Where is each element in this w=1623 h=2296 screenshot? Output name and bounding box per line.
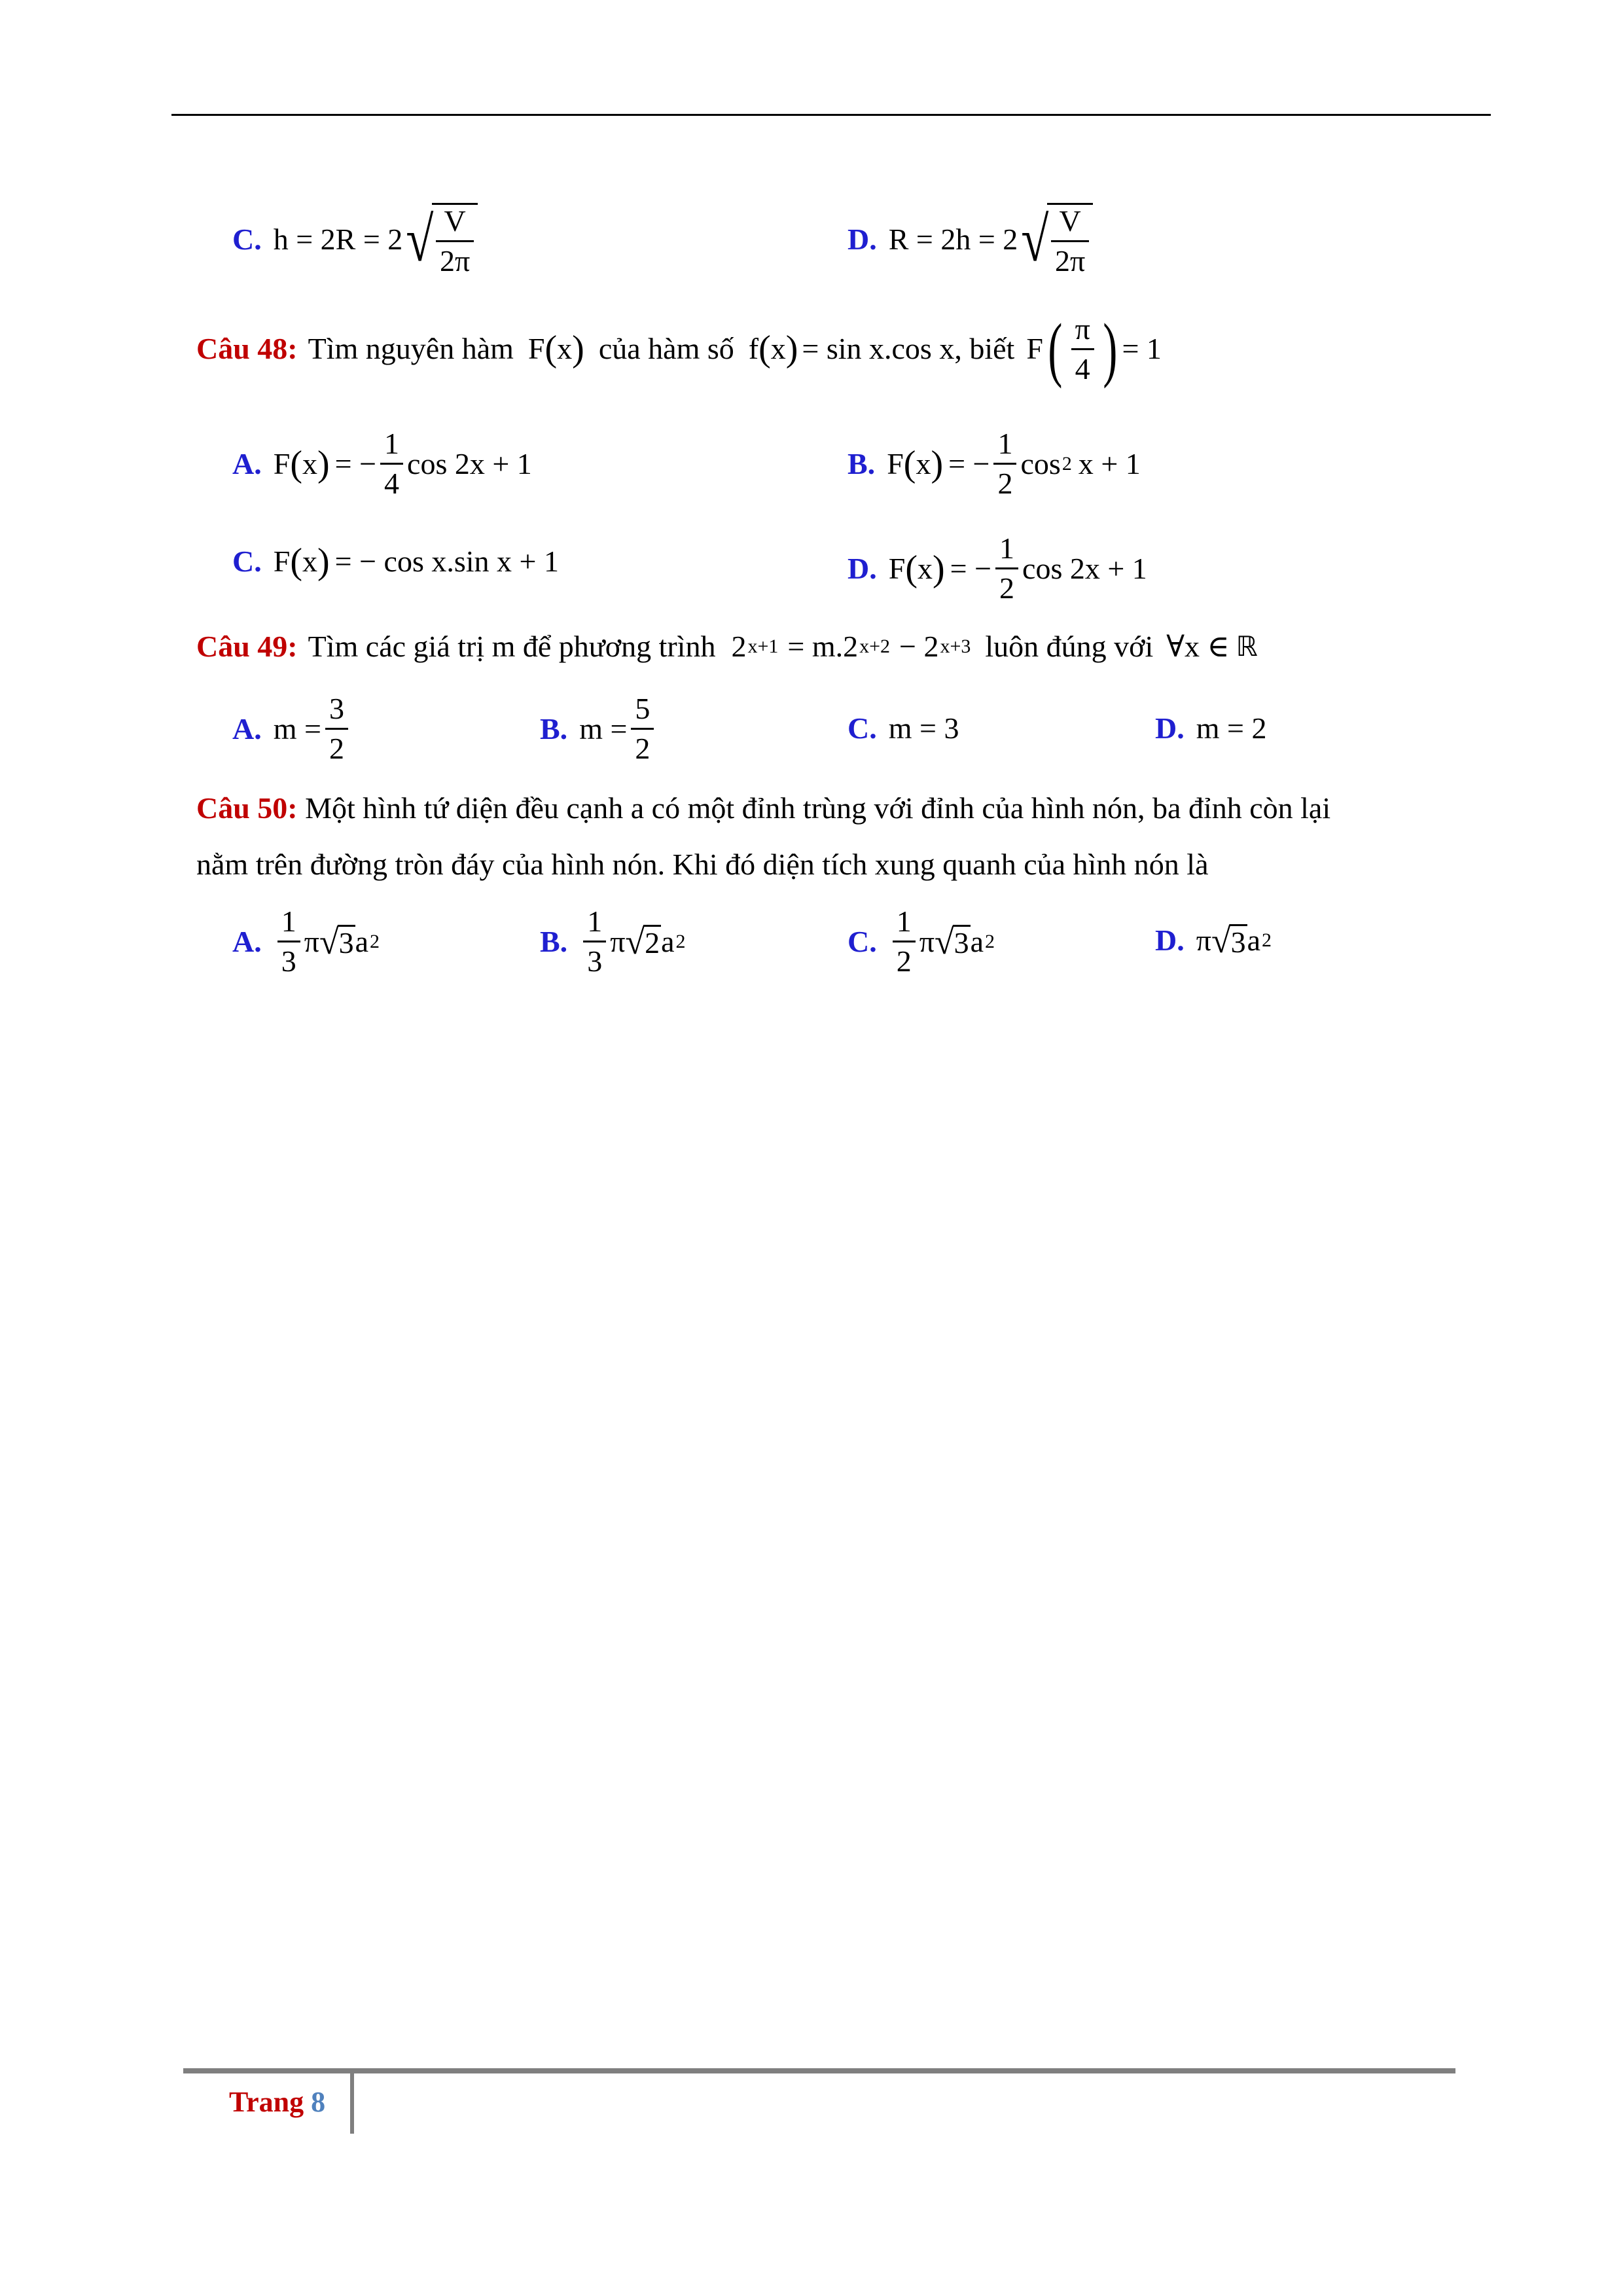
page-footer bbox=[229, 2085, 325, 2119]
footer-label: Trang bbox=[229, 2086, 304, 2118]
numerator: 1 bbox=[281, 905, 296, 938]
denominator: 3 bbox=[583, 941, 606, 977]
option-label: D. bbox=[847, 223, 877, 256]
option-label: C. bbox=[232, 545, 262, 578]
denominator: 2π bbox=[436, 240, 474, 276]
option-label: C. bbox=[847, 924, 877, 958]
numerator: 1 bbox=[384, 427, 400, 460]
paren-close: ) bbox=[572, 329, 584, 369]
option-label: B. bbox=[847, 446, 876, 480]
numerator: V bbox=[444, 204, 466, 238]
func-name: F bbox=[887, 446, 904, 480]
option-rest: cos bbox=[1020, 446, 1061, 480]
denominator: 2 bbox=[993, 463, 1016, 499]
paren-open: ( bbox=[290, 443, 302, 484]
question-text: Tìm nguyên hàm bbox=[308, 332, 514, 365]
question-text: của hàm số bbox=[598, 332, 734, 365]
denominator: 2 bbox=[325, 728, 348, 764]
paren-open: ( bbox=[903, 443, 916, 484]
fraction bbox=[1071, 314, 1094, 384]
f-expression: = sin x.cos x bbox=[802, 332, 955, 365]
q50-option-b bbox=[540, 906, 685, 977]
question-text: nằm trên đường tròn đáy của hình nón. Khi đó diện tích xung quanh của hình nón là bbox=[196, 848, 1209, 881]
f-name: f bbox=[748, 332, 759, 365]
q50-option-a bbox=[232, 906, 380, 977]
paren-open: ( bbox=[1048, 309, 1063, 389]
func-name: F bbox=[273, 446, 291, 480]
func-var: x bbox=[770, 332, 786, 365]
sqrt-sign: √ bbox=[1211, 921, 1231, 960]
paren-close: ) bbox=[785, 329, 798, 369]
paren-close: ) bbox=[932, 548, 945, 589]
option-label: D. bbox=[847, 551, 877, 585]
option-label: A. bbox=[232, 924, 262, 958]
option-label: D. bbox=[1155, 711, 1185, 745]
option-label: B. bbox=[540, 711, 568, 745]
func-name: F bbox=[527, 332, 545, 365]
sqrt-body bbox=[1047, 203, 1093, 276]
option-label: C. bbox=[232, 223, 262, 256]
pi-symbol: π bbox=[1196, 924, 1211, 957]
q48-option-c bbox=[232, 543, 559, 580]
radicand: 3 bbox=[1230, 925, 1246, 959]
radicand: 3 bbox=[954, 926, 969, 960]
radicand: 2 bbox=[645, 926, 660, 960]
func-var: x bbox=[917, 551, 933, 585]
func-name: F bbox=[888, 551, 906, 585]
paren-open: ( bbox=[758, 329, 771, 369]
denominator: 2 bbox=[893, 941, 916, 977]
func-var: x bbox=[302, 545, 317, 578]
fraction bbox=[436, 206, 474, 276]
question-text: luôn đúng với bbox=[985, 630, 1154, 663]
condition-rhs: = 1 bbox=[1122, 332, 1162, 365]
sqrt-expression bbox=[402, 203, 478, 276]
sqrt-sign: √ bbox=[406, 204, 434, 274]
fraction bbox=[583, 906, 606, 977]
option-rest: = − cos x.sin x + 1 bbox=[334, 545, 559, 578]
q49-option-b bbox=[540, 694, 658, 764]
paren-open: ( bbox=[544, 329, 558, 369]
q49-stem bbox=[196, 632, 1258, 662]
sqrt-sign: √ bbox=[625, 922, 645, 961]
fraction bbox=[995, 533, 1018, 603]
option-lhs: m = bbox=[273, 711, 321, 745]
superscript: 2 bbox=[1262, 929, 1272, 951]
func-name: F bbox=[1026, 332, 1043, 365]
sqrt-body bbox=[432, 203, 478, 276]
question-label: Câu 49: bbox=[196, 630, 298, 663]
option-rest: x + 1 bbox=[1078, 446, 1141, 480]
denominator: 4 bbox=[1071, 348, 1094, 384]
option-label: B. bbox=[540, 924, 568, 958]
fraction bbox=[993, 429, 1016, 499]
option-label: A. bbox=[232, 446, 262, 480]
q50-stem-line-1 bbox=[196, 793, 1330, 823]
paren-close: ) bbox=[317, 541, 330, 582]
func-var: x bbox=[916, 446, 931, 480]
sqrt-expression bbox=[1018, 203, 1093, 276]
option-expression: m = 3 bbox=[888, 711, 959, 745]
footer-rule bbox=[183, 2068, 1455, 2073]
q48-option-b bbox=[847, 429, 1141, 499]
exponent: x+2 bbox=[859, 636, 891, 657]
q49-option-c bbox=[847, 713, 959, 744]
base: 2 bbox=[731, 630, 747, 663]
variable: a bbox=[970, 924, 984, 958]
numerator: 1 bbox=[997, 427, 1013, 460]
func-var: x bbox=[302, 446, 317, 480]
sqrt-sign: √ bbox=[934, 922, 954, 961]
q49-option-a bbox=[232, 694, 352, 764]
option-label: D. bbox=[1155, 924, 1185, 957]
q50-option-c bbox=[847, 906, 995, 977]
option-label: C. bbox=[847, 711, 877, 745]
paren-close: ) bbox=[317, 443, 330, 484]
denominator: 3 bbox=[277, 941, 300, 977]
option-label: A. bbox=[232, 711, 262, 745]
question-label: Câu 50: bbox=[196, 791, 298, 825]
numerator: 1 bbox=[587, 905, 603, 938]
superscript: 2 bbox=[675, 930, 686, 952]
denominator: 2π bbox=[1051, 240, 1089, 276]
variable: a bbox=[1247, 924, 1261, 957]
q47-option-d bbox=[847, 203, 1093, 276]
question-text: Tìm các giá trị m để phương trình bbox=[308, 630, 716, 663]
variable: a bbox=[355, 924, 369, 958]
option-mid: = − bbox=[950, 551, 992, 585]
forall-expression: ∀x ∈ bbox=[1166, 630, 1230, 663]
denominator: 2 bbox=[631, 728, 654, 764]
q48-option-a bbox=[232, 429, 532, 499]
option-lhs: m = bbox=[579, 711, 628, 745]
func-name: F bbox=[273, 545, 291, 578]
q49-option-d bbox=[1155, 713, 1266, 744]
numerator: V bbox=[1059, 204, 1081, 238]
paren-open: ( bbox=[290, 541, 302, 582]
exponent: x+3 bbox=[940, 636, 971, 657]
denominator: 4 bbox=[380, 463, 403, 499]
option-mid: = − bbox=[334, 446, 377, 480]
q48-option-d bbox=[847, 533, 1147, 603]
page-number: 8 bbox=[311, 2086, 326, 2118]
paren-open: ( bbox=[905, 548, 918, 589]
question-label: Câu 48: bbox=[196, 332, 298, 365]
equation-mid: = m.2 bbox=[787, 630, 859, 663]
numerator: 5 bbox=[635, 692, 651, 725]
superscript: 2 bbox=[370, 930, 380, 952]
paren-close: ) bbox=[931, 443, 944, 484]
superscript: 2 bbox=[1061, 452, 1072, 475]
numerator: 1 bbox=[999, 531, 1015, 565]
pi-symbol: π bbox=[304, 924, 319, 958]
fraction bbox=[277, 906, 300, 977]
fraction bbox=[631, 694, 654, 764]
denominator: 2 bbox=[995, 567, 1018, 603]
fraction bbox=[325, 694, 348, 764]
exponent: x+1 bbox=[747, 636, 779, 657]
q50-option-d bbox=[1155, 923, 1272, 958]
numerator: π bbox=[1075, 312, 1090, 346]
pi-symbol: π bbox=[919, 924, 935, 958]
option-lhs: R = 2h = 2 bbox=[888, 223, 1018, 256]
superscript: 2 bbox=[985, 930, 995, 952]
variable: a bbox=[661, 924, 675, 958]
q50-stem-line-2 bbox=[196, 850, 1209, 880]
header-rule bbox=[171, 114, 1491, 116]
option-rest: cos 2x + 1 bbox=[1022, 551, 1147, 585]
fraction bbox=[1051, 206, 1089, 276]
numerator: 3 bbox=[329, 692, 344, 725]
question-text: , biết bbox=[954, 332, 1015, 365]
footer-divider bbox=[350, 2073, 354, 2134]
fraction bbox=[893, 906, 916, 977]
equation-minus: − 2 bbox=[899, 630, 939, 663]
sqrt-sign: √ bbox=[319, 922, 339, 961]
fraction bbox=[380, 429, 403, 499]
real-set-symbol: ℝ bbox=[1236, 630, 1258, 662]
pi-symbol: π bbox=[610, 924, 626, 958]
numerator: 1 bbox=[896, 905, 912, 938]
option-rest: cos 2x + 1 bbox=[407, 446, 532, 480]
option-expression: m = 2 bbox=[1196, 711, 1267, 745]
q48-stem bbox=[196, 309, 1162, 389]
q47-option-c bbox=[232, 203, 478, 276]
func-var: x bbox=[557, 332, 573, 365]
option-lhs: h = 2R = 2 bbox=[273, 223, 403, 256]
radicand: 3 bbox=[338, 926, 354, 960]
paren-close: ) bbox=[1103, 309, 1118, 389]
sqrt-sign: √ bbox=[1021, 204, 1049, 274]
option-mid: = − bbox=[948, 446, 990, 480]
question-text: Một hình tứ diện đều cạnh a có một đỉnh trùng với đỉnh của hình nón, ba đỉnh còn lại bbox=[305, 791, 1331, 825]
